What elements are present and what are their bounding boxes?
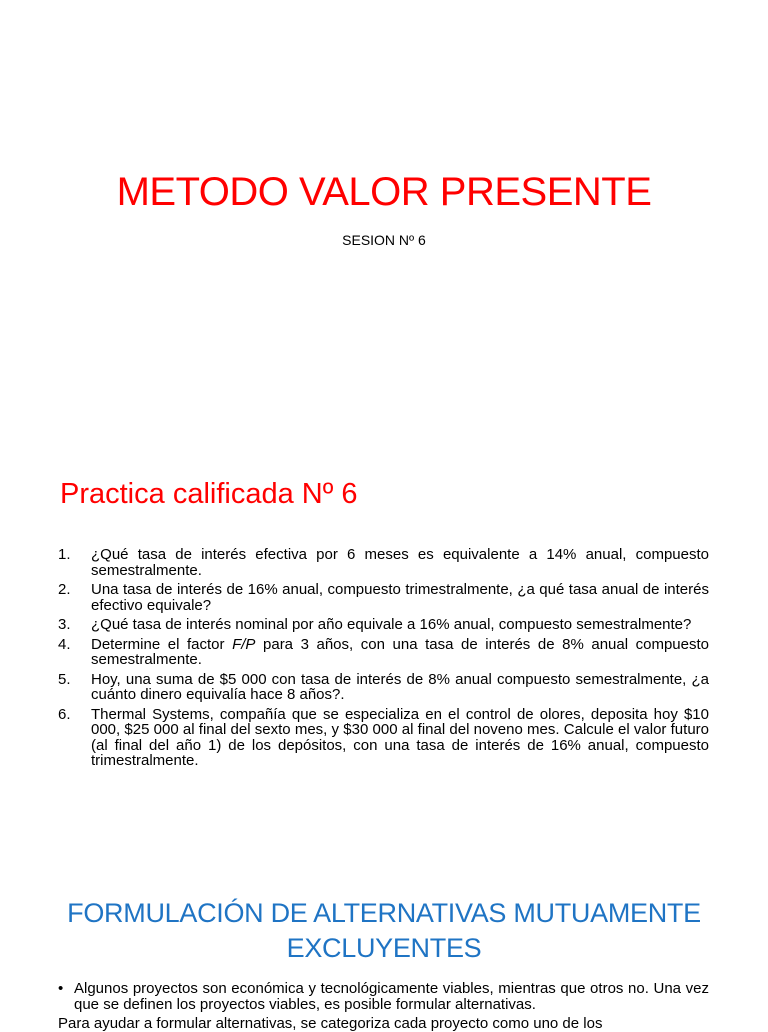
question-text-after: para 3 años, con una tasa de interés de 8% anual compuesto semestralmente. bbox=[91, 635, 710, 668]
question-text: ¿Qué tasa de interés efectiva por 6 meses es equivalente a 14% anual, compuesto semestralmente. bbox=[91, 546, 709, 579]
question-item bbox=[58, 637, 709, 668]
bullet-list bbox=[58, 981, 709, 1012]
question-text-before: Determine el factor bbox=[91, 635, 233, 653]
question-number: 1. bbox=[58, 546, 71, 563]
slide-title-practica: Practica calificada Nº 6 bbox=[60, 478, 358, 510]
question-number: 3. bbox=[58, 616, 71, 633]
factor-fp-italic: F/P bbox=[232, 635, 256, 653]
paragraph-text: Para ayudar a formular alternativas, se categoriza cada proyecto como uno de los bbox=[58, 1015, 603, 1032]
question-text bbox=[91, 637, 709, 668]
question-number: 4. bbox=[58, 635, 71, 653]
slide-subtitle-sesion: SESION Nº 6 bbox=[342, 232, 426, 248]
slide-title-line1: FORMULACIÓN DE ALTERNATIVAS MUTUAMENTE bbox=[67, 898, 701, 928]
question-item bbox=[58, 672, 709, 703]
question-item bbox=[58, 617, 709, 633]
question-item bbox=[58, 582, 709, 613]
question-list bbox=[58, 547, 709, 773]
slide-title-line2: EXCLUYENTES bbox=[286, 933, 482, 963]
question-item bbox=[58, 547, 709, 578]
bullet-icon: • bbox=[58, 980, 64, 997]
question-item bbox=[58, 707, 709, 769]
question-text: ¿Qué tasa de interés nominal por año equivale a 16% anual, compuesto semestralmente? bbox=[91, 616, 692, 633]
bullet-item bbox=[58, 981, 709, 1012]
question-text: Hoy, una suma de $5 000 con tasa de interés de 8% anual compuesto semestralmente, ¿a cuánto dinero equivalía hace 8 años?. bbox=[91, 670, 709, 703]
slide-title-formulacion bbox=[0, 896, 768, 966]
question-number: 6. bbox=[58, 705, 71, 723]
question-text: Thermal Systems, compañía que se especializa en el control de olores, deposita hoy $10 000, $25 000 al final del sexto mes, y $30 000 al final del noveno mes. Calcule el valor futuro (al final del año 1) de los depósitos, con una tasa de interés de 16% anual, compuesto trimestralmente. bbox=[91, 705, 709, 769]
slide-title-metodo-valor-presente: METODO VALOR PRESENTE bbox=[116, 170, 652, 214]
bullet-text: Algunos proyectos son económica y tecnológicamente viables, mientras que otros no. Una vez que se definen los proyectos viables, es posible formular alternativas. bbox=[74, 980, 709, 1013]
question-number: 5. bbox=[58, 670, 71, 688]
question-number: 2. bbox=[58, 581, 71, 598]
question-text: Una tasa de interés de 16% anual, compuesto trimestralmente, ¿a qué tasa anual de interés efectivo equivale? bbox=[91, 581, 709, 614]
